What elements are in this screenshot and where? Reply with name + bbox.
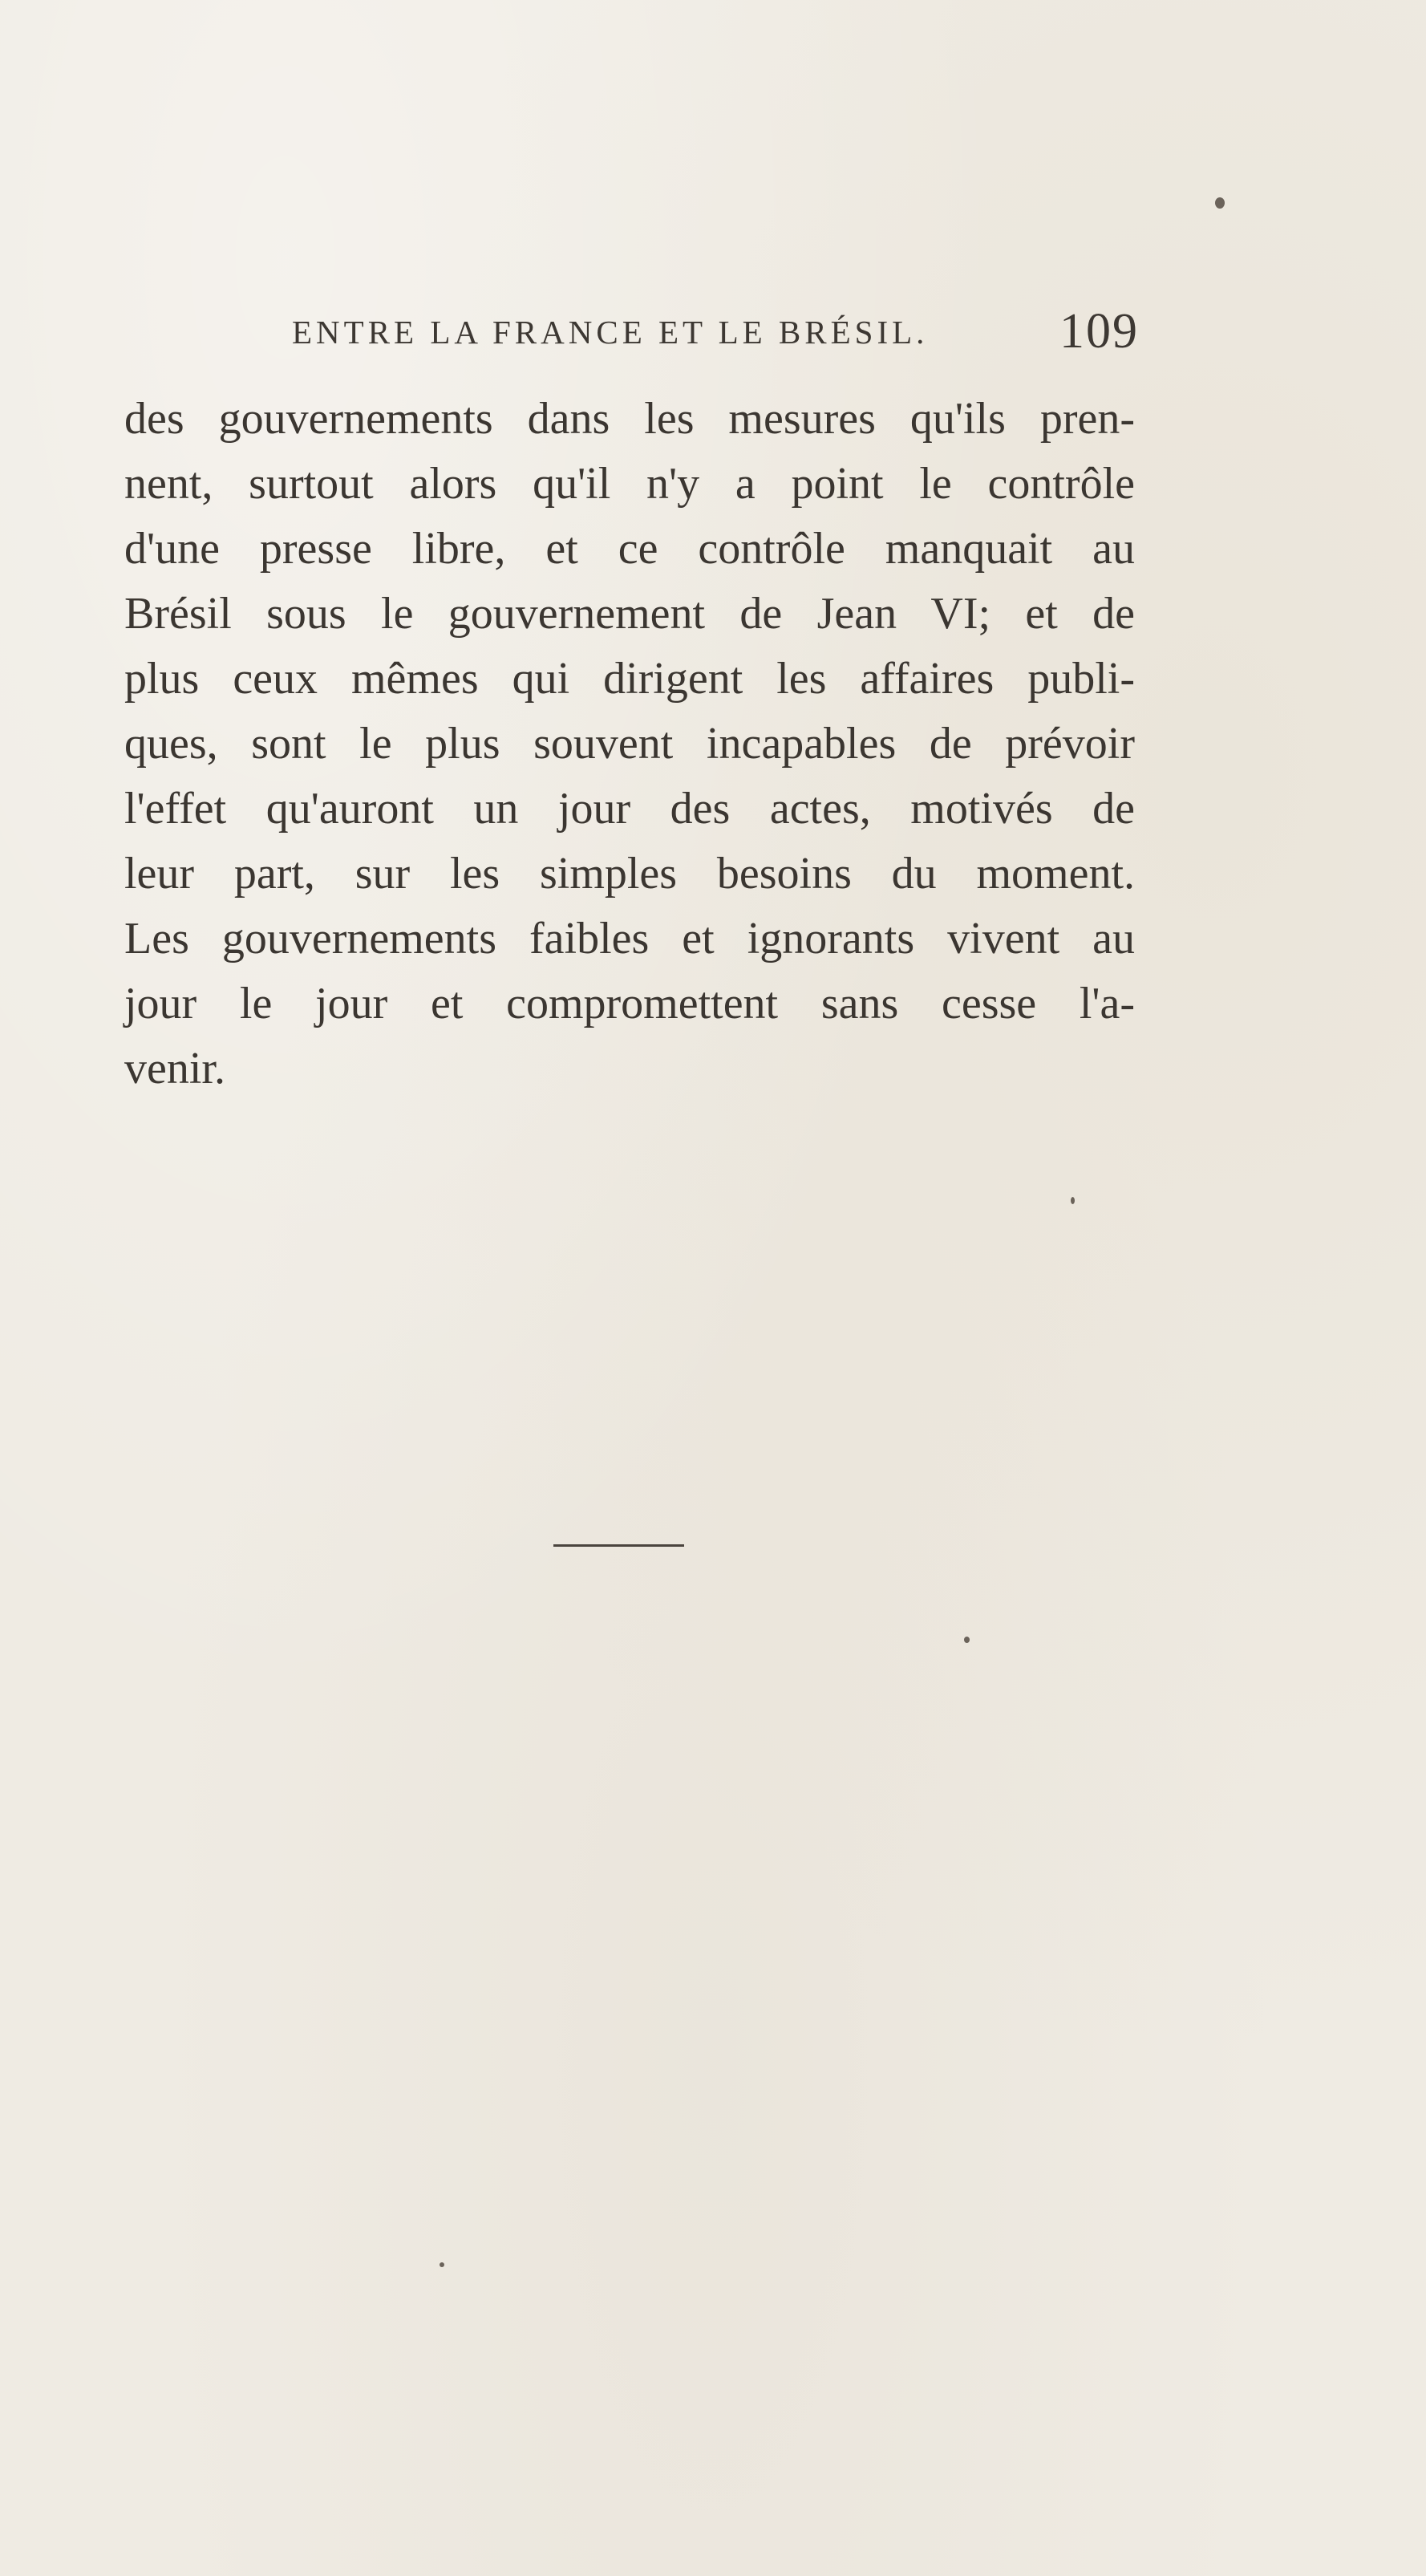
section-end-rule — [553, 1544, 684, 1547]
text-line: Brésil sous le gouvernement de Jean VI; et de — [124, 589, 1135, 639]
paper-speck — [1215, 197, 1225, 209]
text-line: venir. — [124, 1044, 225, 1093]
paper-speck — [1071, 1197, 1075, 1204]
body-text — [124, 387, 1135, 1101]
paper-speck — [964, 1637, 970, 1643]
page-number: 109 — [1059, 304, 1139, 359]
text-line: plus ceux mêmes qui dirigent les affaires publi- — [124, 654, 1135, 704]
running-head — [120, 303, 1139, 367]
text-line: jour le jour et compromettent sans cesse l'a- — [124, 979, 1135, 1028]
text-line: Les gouvernements faibles et ignorants vivent au — [124, 914, 1135, 963]
running-title: ENTRE LA FRANCE ET LE BRÉSIL. — [292, 314, 929, 351]
text-line: d'une presse libre, et ce contrôle manquait au — [124, 524, 1135, 574]
paper-speck — [440, 2262, 444, 2267]
text-line: l'effet qu'auront un jour des actes, motivés de — [124, 784, 1135, 834]
text-line: ques, sont le plus souvent incapables de prévoir — [124, 719, 1135, 769]
text-line: nent, surtout alors qu'il n'y a point le contrôle — [124, 459, 1135, 509]
text-line: des gouvernements dans les mesures qu'ils pren- — [124, 394, 1135, 444]
text-line: leur part, sur les simples besoins du moment. — [124, 849, 1135, 899]
